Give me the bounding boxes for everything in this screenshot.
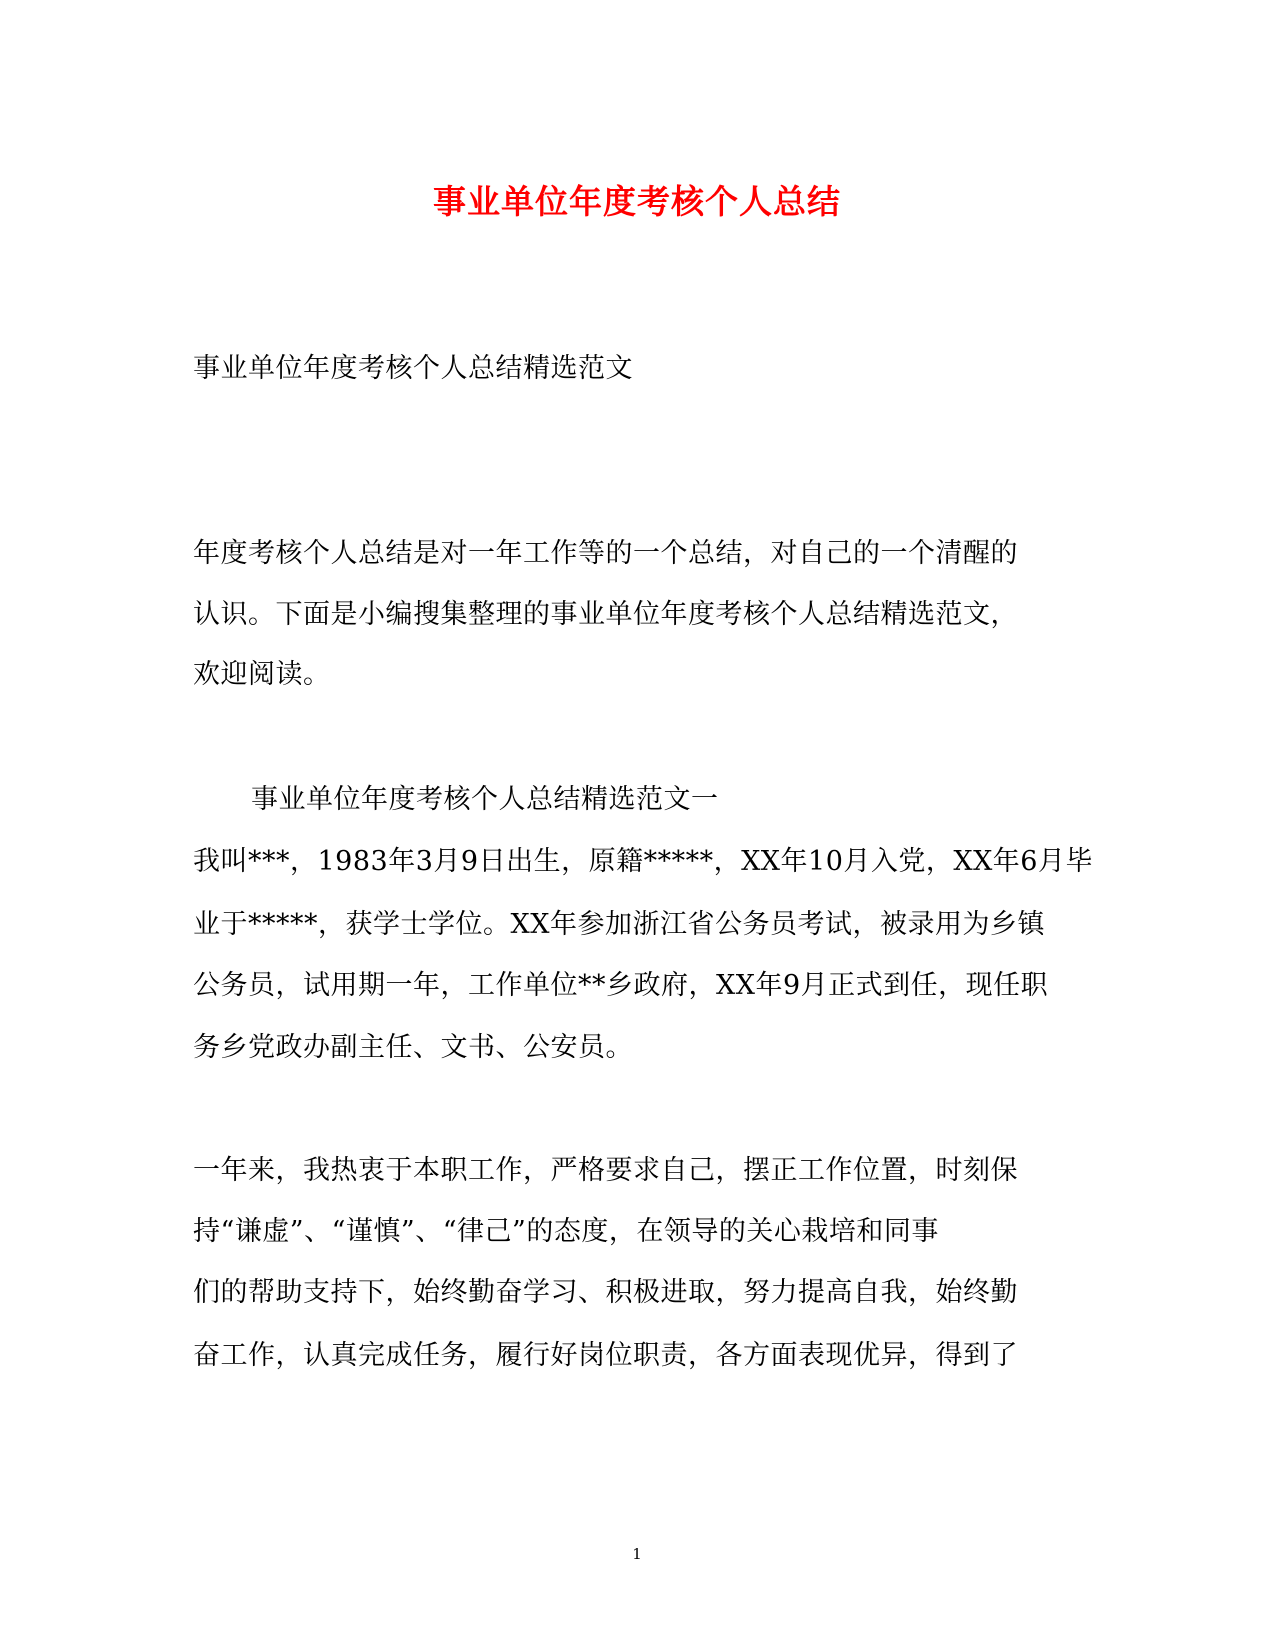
para2-line-4: 奋工作，认真完成任务，履行好岗位职责，各方面表现优异，得到了 [193, 1340, 1018, 1371]
intro-line-2: 认识。下面是小编搜集整理的事业单位年度考核个人总结精选范文， [193, 599, 1018, 630]
para2-line-1: 一年来，我热衷于本职工作，严格要求自己，摆正工作位置，时刻保 [193, 1155, 1018, 1186]
para2-line-2: 持“谦虚”、“谨慎”、“律己”的态度，在领导的关心栽培和同事 [193, 1216, 939, 1247]
para1-line-4: 务乡党政办副主任、文书、公安员。 [193, 1032, 633, 1063]
para1-line-2: 业于*****，获学士学位。XX年参加浙江省公务员考试，被录用为乡镇 [193, 909, 1045, 940]
document-title: 事业单位年度考核个人总结 [433, 182, 841, 221]
para2-line-3: 们的帮助支持下，始终勤奋学习、积极进取，努力提高自我，始终勤 [193, 1277, 1018, 1308]
intro-line-1: 年度考核个人总结是对一年工作等的一个总结，对自己的一个清醒的 [193, 538, 1018, 569]
document-subtitle: 事业单位年度考核个人总结精选范文 [193, 353, 633, 384]
intro-line-3: 欢迎阅读。 [193, 659, 331, 690]
para1-line-1: 我叫***，1983年3月9日出生，原籍*****，XX年10月入党，XX年6月毕 [193, 846, 1093, 877]
para1-line-3: 公务员，试用期一年，工作单位**乡政府，XX年9月正式到任，现任职 [193, 970, 1049, 1001]
section-heading: 事业单位年度考核个人总结精选范文一 [251, 784, 719, 815]
page-number: 1 [632, 1545, 642, 1563]
